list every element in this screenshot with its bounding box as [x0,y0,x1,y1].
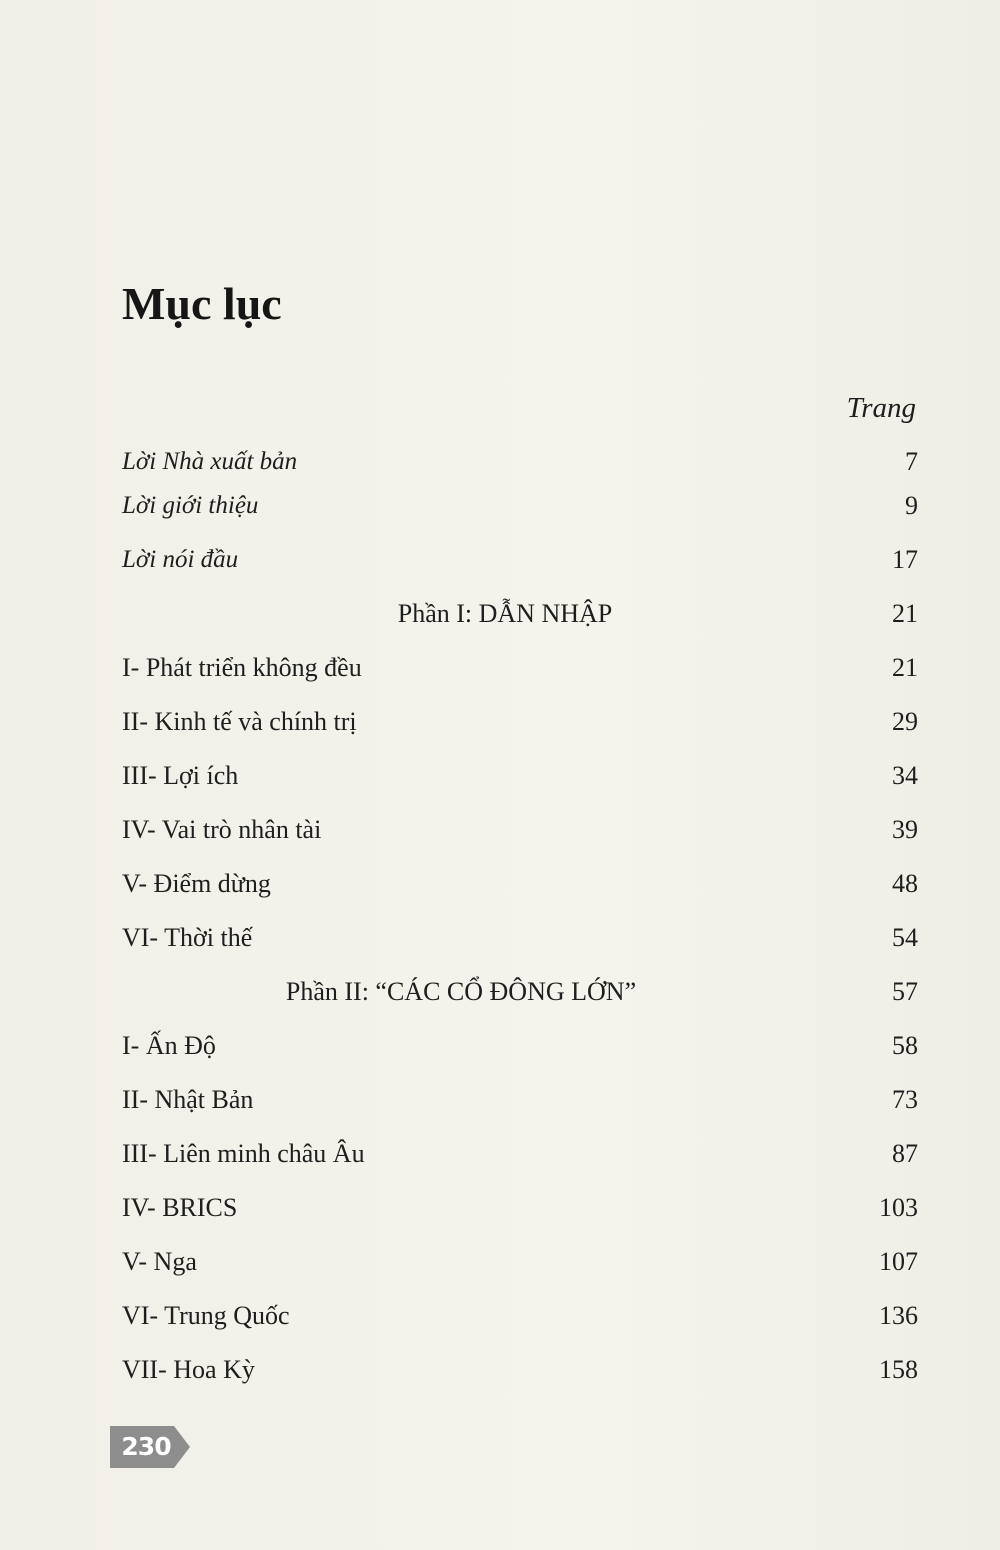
toc-entry-label: III- Liên minh châu Âu [122,1139,365,1168]
toc-part-label: Phần II: “CÁC CỔ ĐÔNG LỚN” [285,977,637,1006]
page-title: Mục lục [122,278,282,329]
toc-entry-label: IV- Vai trò nhân tài [122,815,322,844]
table-of-contents [122,440,918,1402]
toc-entry [122,754,918,808]
toc-entry [122,1240,918,1294]
toc-entry-label: I- Phát triển không đều [122,653,362,682]
toc-entry [122,1078,918,1132]
toc-entry [122,1132,918,1186]
toc-part-heading [122,970,918,1024]
toc-entry-page: 73 [892,1085,918,1114]
toc-entry-page: 158 [879,1355,918,1384]
page-number-badge [110,1426,190,1468]
toc-entry-page: 103 [879,1193,918,1222]
page-number: 230 [121,1432,171,1461]
toc-entry [122,538,918,592]
toc-entry-page: 21 [892,653,918,682]
toc-entry-label: IV- BRICS [122,1193,238,1222]
toc-entry-label: I- Ấn Độ [122,1031,216,1060]
toc-entry-page: 58 [892,1031,918,1060]
toc-entry-label: II- Kinh tế và chính trị [122,707,357,736]
toc-entry-page: 39 [892,815,918,844]
toc-entry-page: 57 [892,977,918,1006]
toc-entry [122,916,918,970]
toc-entry [122,1294,918,1348]
toc-entry-label: III- Lợi ích [122,761,239,790]
toc-entry [122,808,918,862]
toc-entry-label: V- Nga [122,1247,197,1276]
page-column-label: Trang [846,392,916,424]
toc-entry [122,484,918,538]
toc-entry-page: 107 [879,1247,918,1276]
toc-entry-page: 48 [892,869,918,898]
toc-entry-label: Lời Nhà xuất bản [122,448,298,475]
toc-entry [122,1024,918,1078]
toc-entry-label: VII- Hoa Kỳ [122,1355,255,1384]
toc-entry-page: 7 [905,447,918,476]
toc-entry-page: 34 [892,761,918,790]
toc-entry-page: 21 [892,599,918,628]
toc-entry-label: II- Nhật Bản [122,1085,254,1114]
toc-part-label: Phần I: DẪN NHẬP [397,599,613,628]
toc-entry [122,700,918,754]
toc-entry [122,646,918,700]
toc-entry-label: Lời giới thiệu [122,492,259,519]
toc-entry-page: 9 [905,491,918,520]
toc-entry-page: 54 [892,923,918,952]
toc-entry-page: 136 [879,1301,918,1330]
toc-entry-label: VI- Trung Quốc [122,1301,290,1330]
toc-entry-label: V- Điểm dừng [122,869,271,898]
toc-entry-label: VI- Thời thế [122,923,253,952]
toc-entry [122,1348,918,1402]
toc-entry [122,862,918,916]
toc-entry [122,1186,918,1240]
toc-entry-label: Lời nói đầu [122,546,239,573]
toc-entry-page: 17 [892,545,918,574]
toc-entry-page: 29 [892,707,918,736]
toc-part-heading [122,592,918,646]
toc-entry-page: 87 [892,1139,918,1168]
toc-entry [122,440,918,484]
